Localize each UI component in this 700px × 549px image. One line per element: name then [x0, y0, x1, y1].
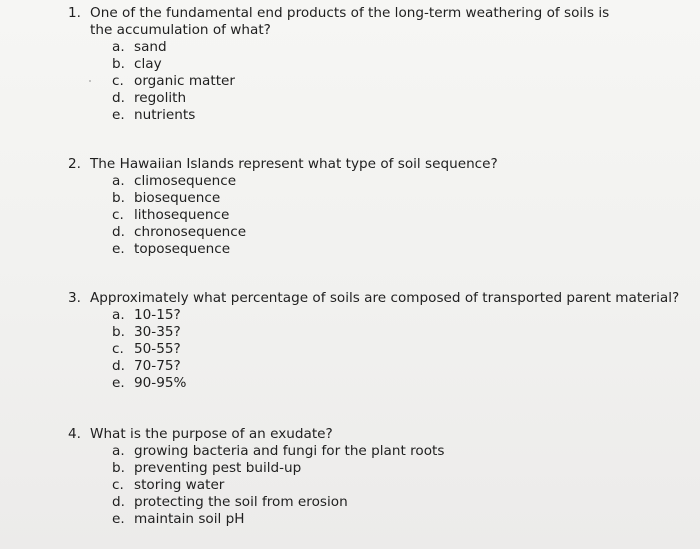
choice-d[interactable]	[112, 224, 688, 241]
choice-e[interactable]	[112, 107, 628, 124]
choice-text: 10-15?	[134, 307, 181, 323]
choice-text: maintain soil pH	[134, 511, 245, 527]
question-number: 4.	[68, 426, 81, 442]
choice-b[interactable]	[112, 324, 688, 341]
choice-text: chronosequence	[134, 224, 247, 240]
choice-e[interactable]	[112, 511, 688, 528]
question-number: 1.	[68, 5, 81, 21]
choice-text: biosequence	[134, 190, 221, 206]
choice-letter: c.	[112, 207, 124, 223]
choice-text: 70-75?	[134, 358, 181, 374]
choice-letter: c.	[112, 73, 124, 89]
question-2	[68, 156, 688, 258]
choice-letter: d.	[112, 358, 125, 374]
choice-e[interactable]	[112, 375, 688, 392]
choice-letter: e.	[112, 511, 125, 527]
choice-b[interactable]	[112, 460, 688, 477]
choice-letter: a.	[112, 173, 125, 189]
question-number: 3.	[68, 290, 81, 306]
choice-letter: b.	[112, 324, 125, 340]
choice-letter: c.	[112, 341, 124, 357]
answer-choices	[112, 173, 688, 258]
choice-letter: d.	[112, 494, 125, 510]
choice-letter: d.	[112, 224, 125, 240]
question-number: 2.	[68, 156, 81, 172]
question-4	[68, 426, 688, 528]
choice-text: protecting the soil from erosion	[134, 494, 348, 510]
choice-c[interactable]	[112, 477, 688, 494]
choice-text: preventing pest build-up	[134, 460, 302, 476]
choice-letter: b.	[112, 56, 125, 72]
question-text: The Hawaiian Islands represent what type of soil sequence?	[90, 156, 498, 172]
choice-d[interactable]	[112, 358, 688, 375]
choice-letter: b.	[112, 460, 125, 476]
choice-text: 30-35?	[134, 324, 181, 340]
question-text: What is the purpose of an exudate?	[90, 426, 333, 442]
choice-text: organic matter	[134, 73, 235, 89]
choice-text: sand	[134, 39, 167, 55]
choice-text: clay	[134, 56, 162, 72]
choice-c[interactable]	[112, 341, 688, 358]
choice-letter: b.	[112, 190, 125, 206]
choice-text: growing bacteria and fungi for the plant roots	[134, 443, 445, 459]
choice-d[interactable]	[112, 494, 688, 511]
choice-letter: d.	[112, 90, 125, 106]
choice-b[interactable]	[112, 56, 628, 73]
choice-text: toposequence	[134, 241, 231, 257]
choice-b[interactable]	[112, 190, 688, 207]
choice-letter: e.	[112, 375, 125, 391]
choice-e[interactable]	[112, 241, 688, 258]
choice-text: nutrients	[134, 107, 196, 123]
choice-text: lithosequence	[134, 207, 230, 223]
answer-choices	[112, 443, 688, 528]
answer-choices	[112, 39, 628, 124]
question-1	[68, 5, 628, 124]
choice-letter: e.	[112, 241, 125, 257]
answer-choices	[112, 307, 688, 392]
choice-d[interactable]	[112, 90, 628, 107]
choice-c[interactable]	[112, 73, 628, 90]
choice-text: 90-95%	[134, 375, 187, 391]
choice-letter: a.	[112, 307, 125, 323]
choice-text: climosequence	[134, 173, 237, 189]
choice-a[interactable]	[112, 173, 688, 190]
question-text: Approximately what percentage of soils are composed of transported parent material?	[90, 290, 680, 306]
choice-text: regolith	[134, 90, 187, 106]
choice-letter: a.	[112, 39, 125, 55]
question-3	[68, 290, 688, 392]
choice-c[interactable]	[112, 207, 688, 224]
question-text: One of the fundamental end products of the long-term weathering of soils is the accumulation of what?	[90, 5, 610, 38]
choice-letter: e.	[112, 107, 125, 123]
choice-letter: a.	[112, 443, 125, 459]
choice-a[interactable]	[112, 39, 628, 56]
choice-a[interactable]	[112, 307, 688, 324]
choice-a[interactable]	[112, 443, 688, 460]
choice-text: 50-55?	[134, 341, 181, 357]
choice-text: storing water	[134, 477, 225, 493]
choice-letter: c.	[112, 477, 124, 493]
